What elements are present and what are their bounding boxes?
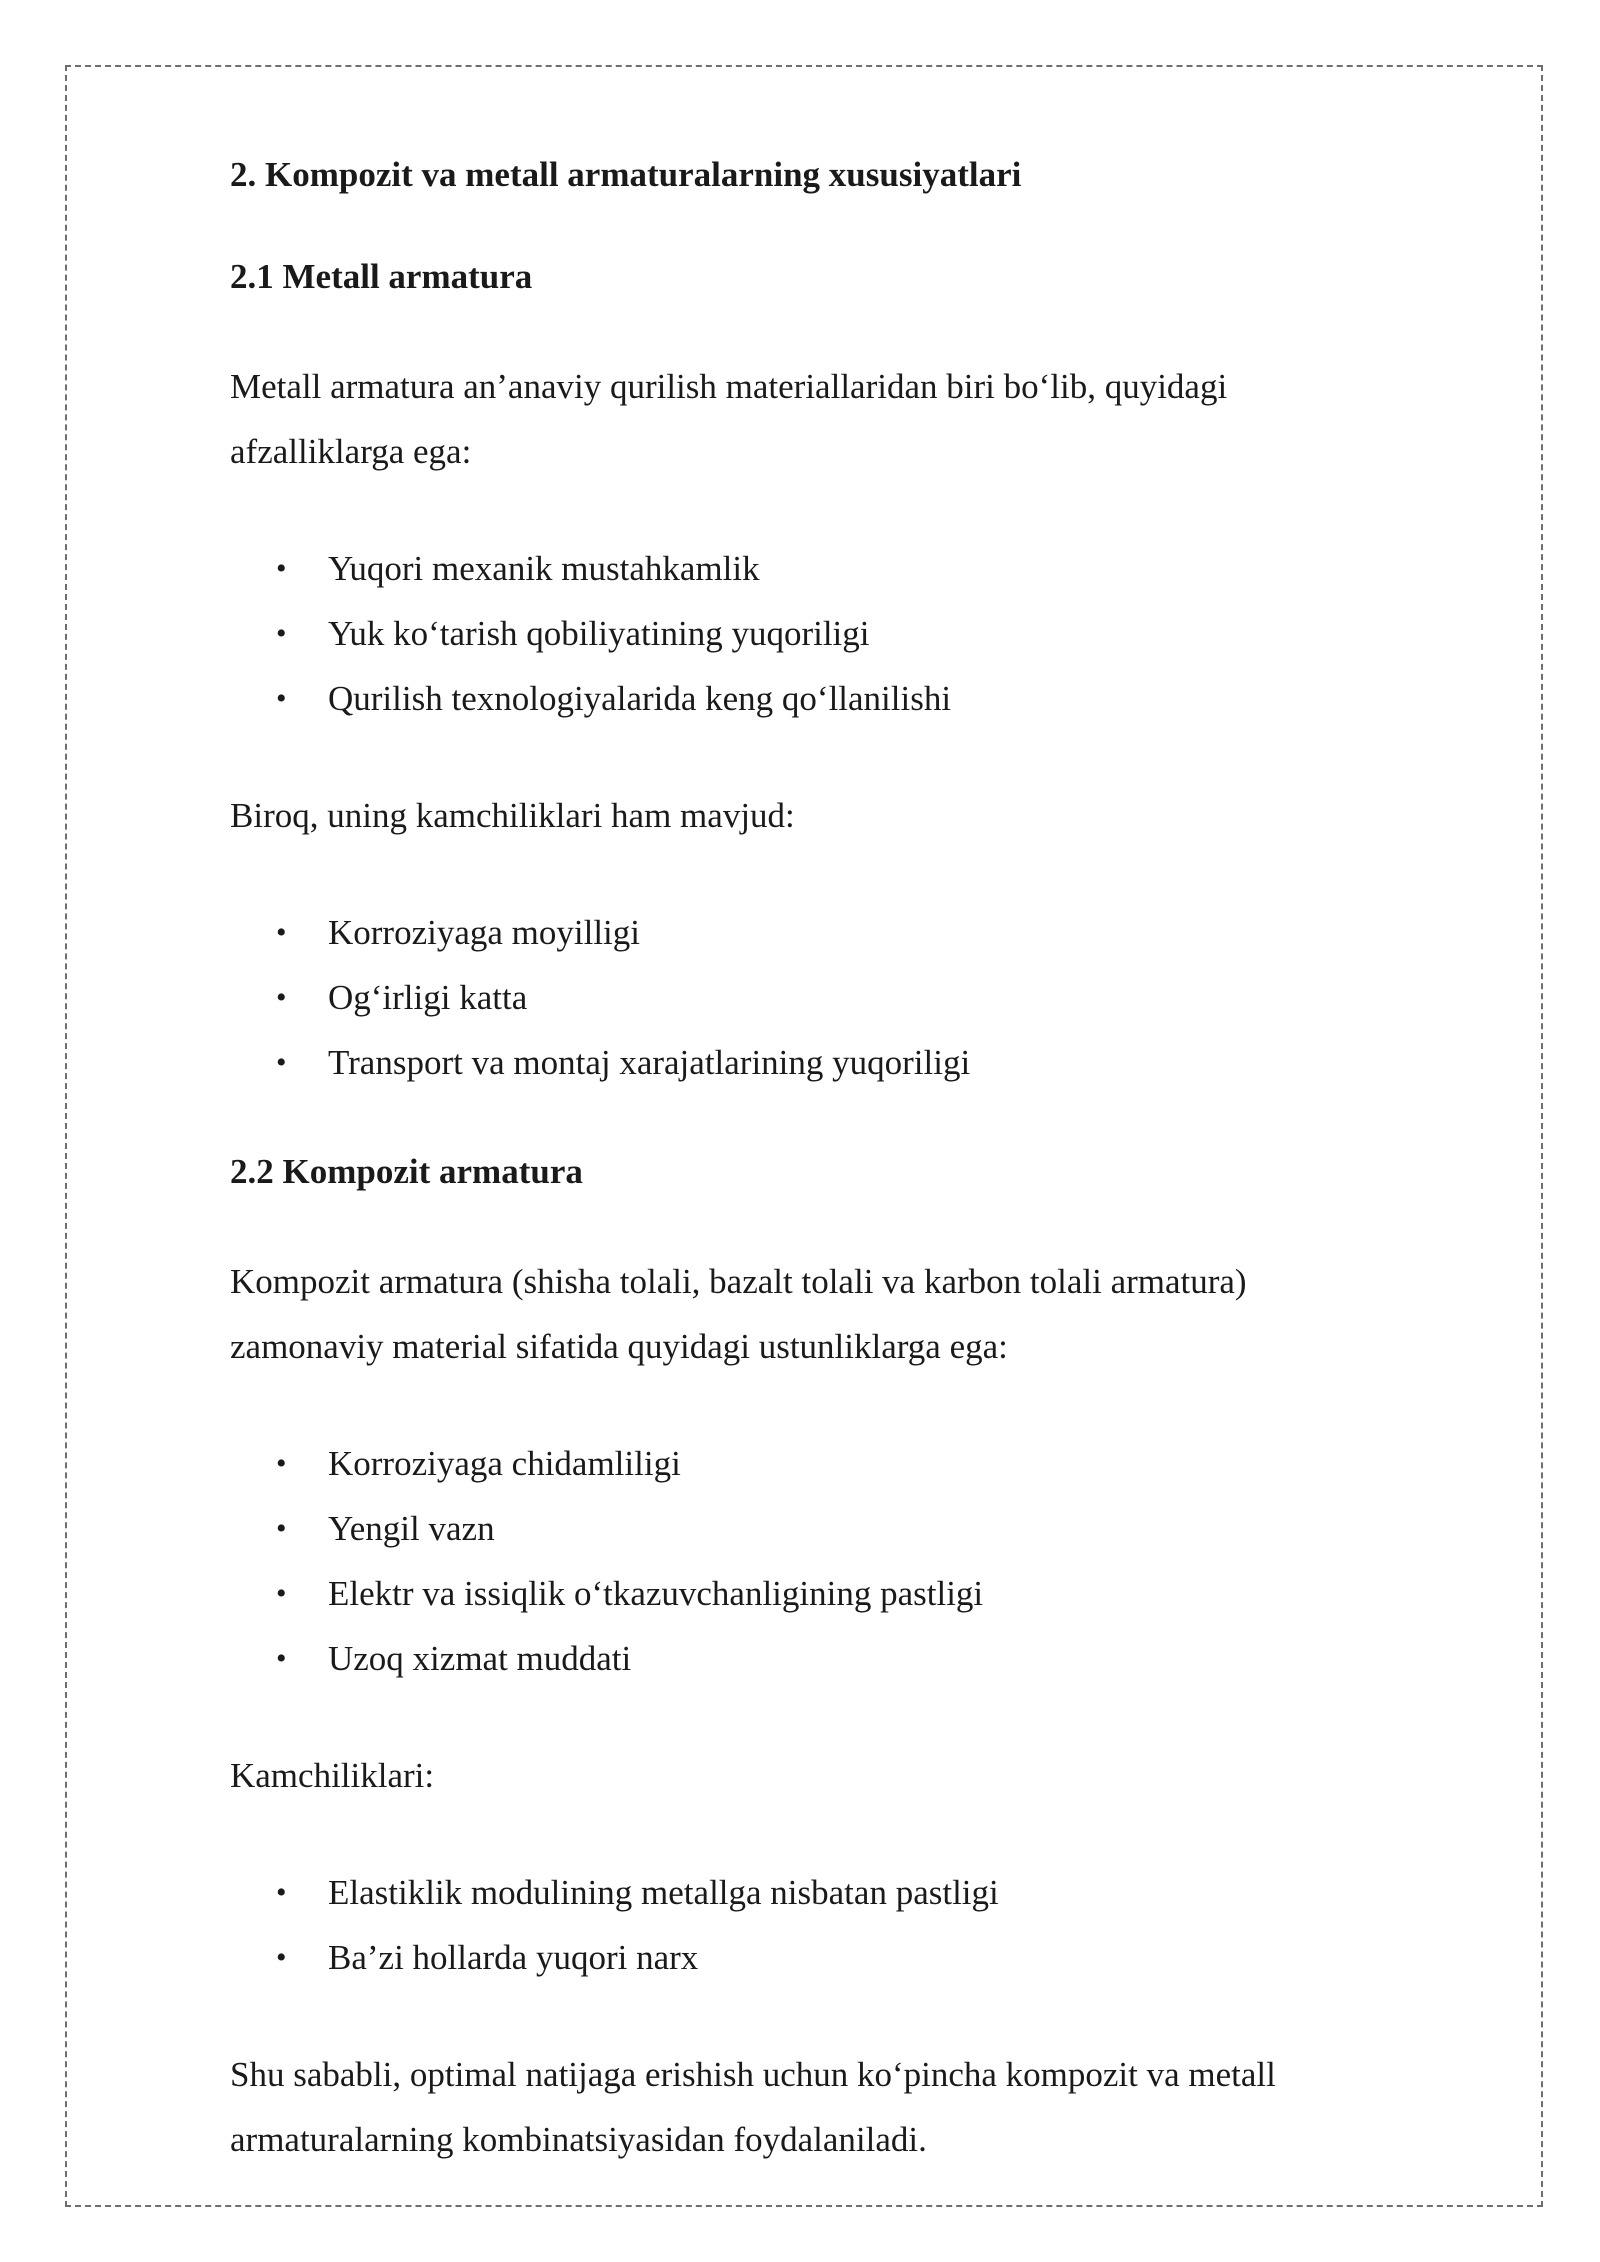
bullet-icon: •: [276, 1941, 287, 1974]
metal-advantages-list: [230, 536, 1400, 731]
list-item: • Yuk ko‘tarish qobiliyatining yuqoriligi: [230, 601, 1400, 666]
bullet-icon: •: [276, 1447, 287, 1480]
bullet-icon: •: [276, 1577, 287, 1610]
bullet-icon: •: [276, 1876, 287, 1909]
bullet-icon: •: [276, 617, 287, 650]
composite-advantages-list: [230, 1431, 1400, 1691]
bullet-icon: •: [276, 981, 287, 1014]
bullet-icon: •: [276, 682, 287, 715]
metal-drawbacks-intro: Biroq, uning kamchiliklari ham mavjud:: [230, 796, 795, 835]
list-item: • Uzoq xizmat muddati: [230, 1626, 1400, 1691]
section-heading-composite: 2.2 Kompozit armatura: [230, 1152, 583, 1191]
metal-drawbacks-list: [230, 900, 1400, 1095]
bullet-icon: •: [276, 1046, 287, 1079]
list-item: • Transport va montaj xarajatlarining yuqoriligi: [230, 1030, 1400, 1095]
bullet-icon: •: [276, 1512, 287, 1545]
list-item: • Korroziyaga chidamliligi: [230, 1431, 1400, 1496]
metal-intro-paragraph: Metall armatura an’anaviy qurilish materiallaridan biri bo‘lib, quyidagi afzalliklarga ega:: [230, 367, 1228, 471]
list-item: • Og‘irligi katta: [230, 965, 1400, 1030]
list-item: • Yengil vazn: [230, 1496, 1400, 1561]
list-item: • Qurilish texnologiyalarida keng qo‘llanilishi: [230, 666, 1400, 731]
main-heading: 2. Kompozit va metall armaturalarning xususiyatlari: [230, 155, 1022, 194]
list-item: • Elektr va issiqlik o‘tkazuvchanligining pastligi: [230, 1561, 1400, 1626]
composite-drawbacks-list: [230, 1860, 1400, 1990]
document-body: [230, 150, 1400, 2224]
list-item: • Korroziyaga moyilligi: [230, 900, 1400, 965]
composite-intro-paragraph: Kompozit armatura (shisha tolali, bazalt tolali va karbon tolali armatura) zamonaviy material sifatida quyidagi ustunliklarga ega:: [230, 1262, 1247, 1366]
bullet-icon: •: [276, 1642, 287, 1675]
bullet-icon: •: [276, 916, 287, 949]
list-item: • Yuqori mexanik mustahkamlik: [230, 536, 1400, 601]
list-item: • Elastiklik modulining metallga nisbatan pastligi: [230, 1860, 1400, 1925]
conclusion-paragraph: Shu sababli, optimal natijaga erishish uchun ko‘pincha kompozit va metall armaturalarning kombinatsiyasidan foydalaniladi.: [230, 2055, 1276, 2159]
list-item: • Ba’zi hollarda yuqori narx: [230, 1925, 1400, 1990]
composite-drawbacks-intro: Kamchiliklari:: [230, 1756, 435, 1795]
bullet-icon: •: [276, 552, 287, 585]
section-heading-metal: 2.1 Metall armatura: [230, 257, 533, 296]
